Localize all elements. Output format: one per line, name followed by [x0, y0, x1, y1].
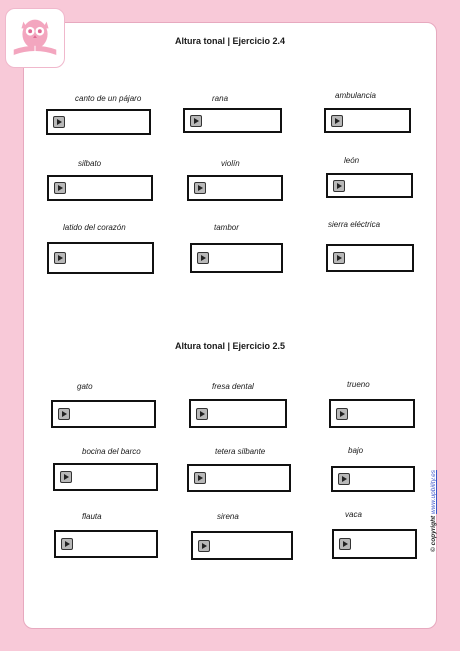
play-icon[interactable]	[338, 473, 350, 485]
audio-player	[183, 108, 282, 133]
item-label: bajo	[348, 446, 364, 455]
item-label: trueno	[347, 380, 370, 389]
item-label: sirena	[217, 512, 239, 521]
item-label: canto de un pájaro	[75, 94, 142, 103]
section-title-2-4: Altura tonal | Ejercicio 2.4	[174, 36, 286, 46]
item-label: bocina del barco	[82, 447, 141, 456]
play-icon[interactable]	[331, 115, 343, 127]
audio-player	[191, 531, 293, 560]
audio-player	[331, 466, 415, 492]
item-label: flauta	[82, 512, 102, 521]
play-icon[interactable]	[333, 252, 345, 264]
play-icon[interactable]	[333, 180, 345, 192]
copyright-label: © copyright	[430, 515, 437, 552]
item-label: sierra eléctrica	[328, 220, 381, 229]
play-icon[interactable]	[339, 538, 351, 550]
audio-player	[190, 243, 283, 273]
item-label: silbato	[78, 159, 102, 168]
audio-player	[46, 109, 151, 135]
item-label: león	[344, 156, 360, 165]
audio-player	[47, 242, 154, 274]
audio-player	[51, 400, 156, 428]
play-icon[interactable]	[198, 540, 210, 552]
item-label: tetera silbante	[215, 447, 266, 456]
section-title-2-5: Altura tonal | Ejercicio 2.5	[174, 341, 286, 351]
play-icon[interactable]	[196, 408, 208, 420]
play-icon[interactable]	[61, 538, 73, 550]
play-icon[interactable]	[54, 252, 66, 264]
item-label: tambor	[214, 223, 239, 232]
item-label: gato	[77, 382, 93, 391]
item-label: vaca	[345, 510, 362, 519]
audio-player	[187, 175, 283, 201]
play-icon[interactable]	[58, 408, 70, 420]
audio-player	[54, 530, 158, 558]
item-label: latido del corazón	[63, 223, 126, 232]
audio-player	[324, 108, 411, 133]
play-icon[interactable]	[60, 471, 72, 483]
audio-player	[189, 399, 287, 428]
item-label: rana	[212, 94, 229, 103]
play-icon[interactable]	[54, 182, 66, 194]
play-icon[interactable]	[336, 408, 348, 420]
audio-player	[326, 173, 413, 198]
item-label: fresa dental	[212, 382, 254, 391]
audio-player	[53, 463, 158, 491]
play-icon[interactable]	[53, 116, 65, 128]
play-icon[interactable]	[190, 115, 202, 127]
audio-player	[329, 399, 415, 428]
audio-player	[47, 175, 153, 201]
item-label: violín	[221, 159, 240, 168]
copyright-notice	[430, 470, 437, 552]
audio-player	[332, 529, 417, 559]
item-label: ambulancia	[335, 91, 376, 100]
audio-player	[326, 244, 414, 272]
play-icon[interactable]	[197, 252, 209, 264]
play-icon[interactable]	[194, 472, 206, 484]
audio-player	[187, 464, 291, 492]
copyright-link[interactable]: www.upbility.es	[430, 470, 437, 514]
play-icon[interactable]	[194, 182, 206, 194]
